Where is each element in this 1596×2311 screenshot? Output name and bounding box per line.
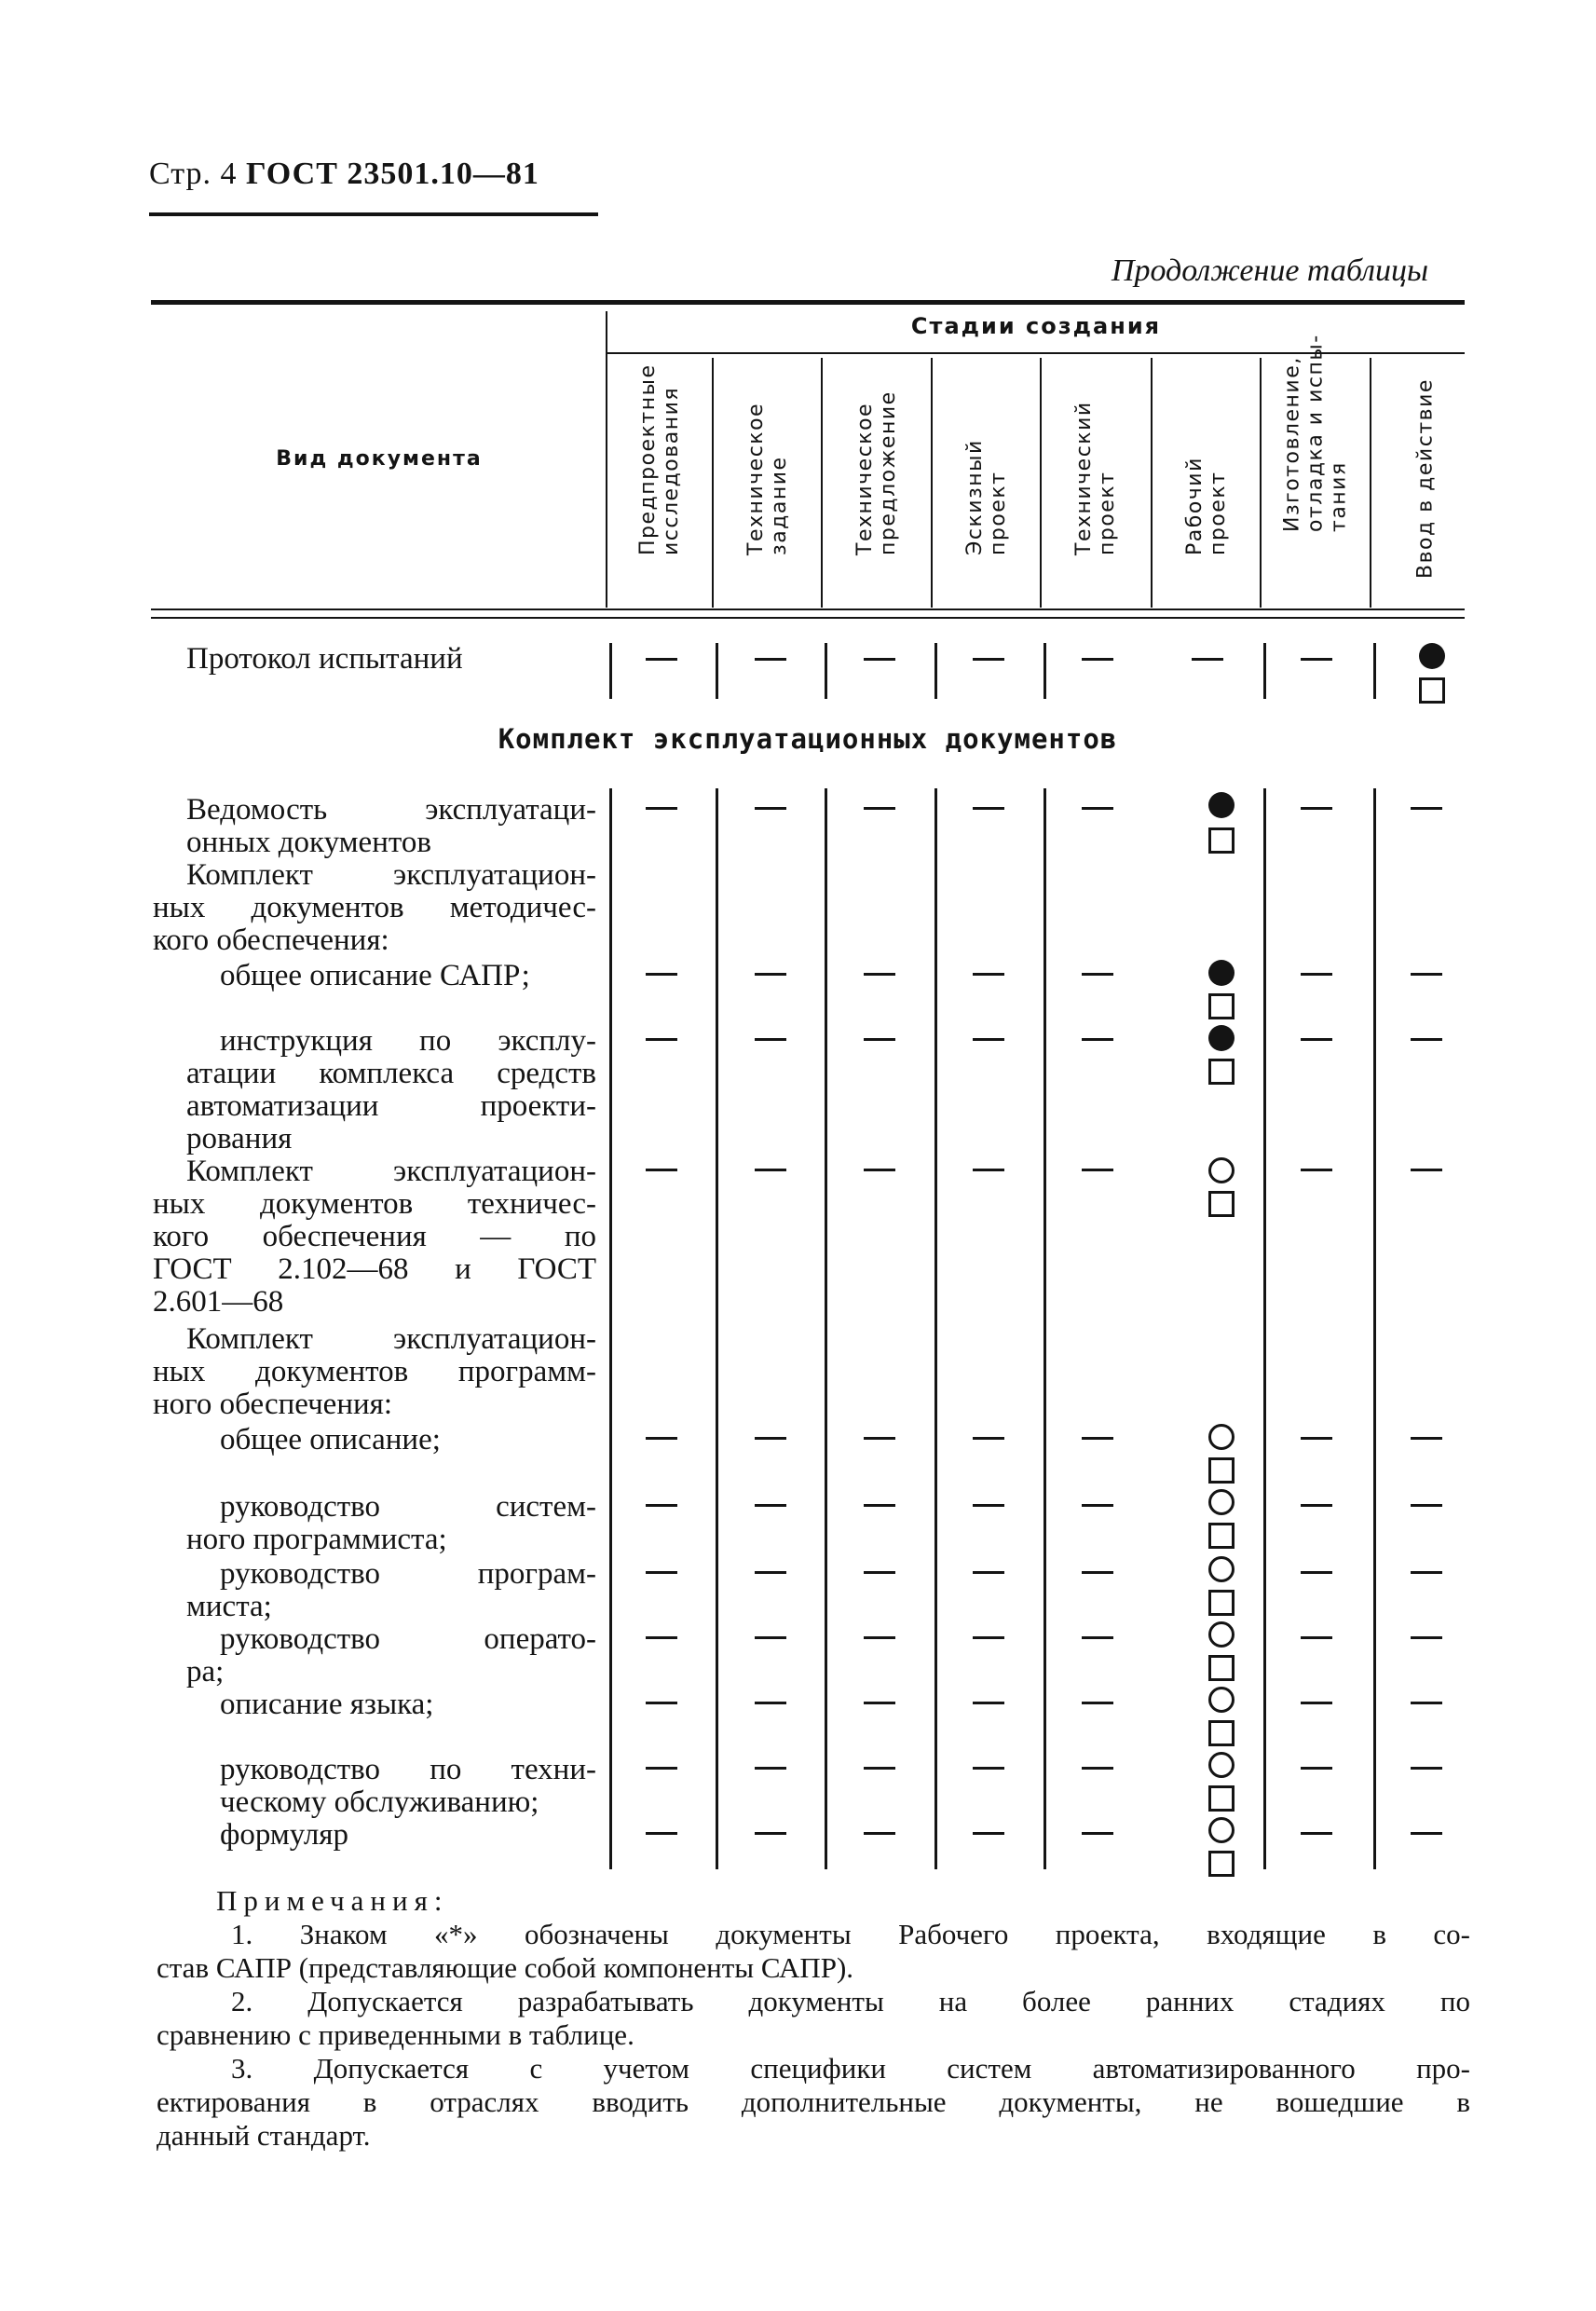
square-icon (1208, 1720, 1235, 1746)
circle-icon (1208, 1752, 1235, 1778)
circle-icon (1208, 1817, 1235, 1843)
circle-icon (1208, 1621, 1235, 1648)
page-header (149, 157, 539, 192)
stages-title: Стадии создания (910, 313, 1162, 339)
filled-circle-icon (1419, 643, 1445, 669)
note-1: 1. Знаком «*» обозначены документы Рабочего проекта, входящие в со- (231, 1918, 1470, 1950)
circle-icon (1208, 1424, 1235, 1450)
section-title: Комплект эксплуатационных документов (498, 723, 1118, 755)
stage-header-technical-proposal: Техническое предложение (853, 390, 900, 555)
square-icon (1208, 1851, 1235, 1877)
continuation-label: Продолжение таблицы (1111, 253, 1428, 288)
header-rule (149, 212, 598, 216)
circle-icon (1208, 1556, 1235, 1582)
stage-header-technical-assignment: Техническое задание (744, 402, 791, 555)
row-protocol-label: Протокол испытаний (186, 642, 463, 676)
square-icon (1208, 1785, 1235, 1812)
square-icon (1208, 827, 1235, 854)
stage-header-commissioning: Ввод в действие (1413, 378, 1438, 579)
header-bottom-rule (151, 609, 1465, 610)
filled-circle-icon (1208, 1025, 1235, 1051)
square-icon (1208, 993, 1235, 1019)
stage-header-sketch-project: Эскизный проект (963, 439, 1010, 555)
notes-title: Примечания: (216, 1884, 449, 1917)
header-bottom-rule (151, 617, 1465, 619)
note-2: 2. Допускается разрабатывать документы на более ранних стадиях по (231, 1985, 1470, 2017)
table-top-rule (151, 300, 1465, 305)
row-label-general-description: общее описание; (220, 1423, 441, 1456)
filled-circle-icon (1208, 792, 1235, 818)
square-icon (1208, 1191, 1235, 1217)
filled-circle-icon (1208, 960, 1235, 986)
square-icon (1208, 1655, 1235, 1681)
circle-icon (1208, 1687, 1235, 1713)
column-header-document-type: Вид документа (276, 447, 483, 471)
stage-header-technical-project: Технический проект (1072, 401, 1119, 555)
stage-header-working-project: Рабочий проект (1183, 457, 1230, 555)
row-label-language-description: описание языка; (220, 1688, 434, 1721)
row-label-logbook: формуляр (220, 1818, 348, 1852)
row-label-general-description-sapr: общее описание САПР; (220, 959, 530, 992)
circle-icon (1208, 1157, 1235, 1183)
circle-icon (1208, 1489, 1235, 1515)
square-icon (1419, 677, 1445, 704)
note-3: 3. Допускается с учетом специфики систем автоматизированного про- (231, 2052, 1470, 2085)
standard-number: ГОСТ 23501.10—81 (246, 157, 539, 191)
stage-header-manufacturing-testing: Изготовление, отладка и испы- тания (1280, 334, 1351, 532)
square-icon (1208, 1590, 1235, 1616)
page-number: Стр. 4 (149, 157, 238, 191)
notes-block: Примечания: 1. Знаком «*» обозначены документы Рабочего проекта, входящие в со- став САПР (представляющие собой компоненты САПР). 2. Допускается разрабатывать документы на более ранних стадиях по сравнению с приведенными в таблице. 3. Допускается с учетом специфики систем автоматизированного про- ектирования в отраслях вводить дополнительные документы, не вошедшие в данный стандарт. (157, 1884, 1470, 2152)
square-icon (1208, 1059, 1235, 1085)
square-icon (1208, 1457, 1235, 1484)
square-icon (1208, 1523, 1235, 1549)
stage-header-pre-design: Предпроектные исследования (636, 363, 683, 555)
